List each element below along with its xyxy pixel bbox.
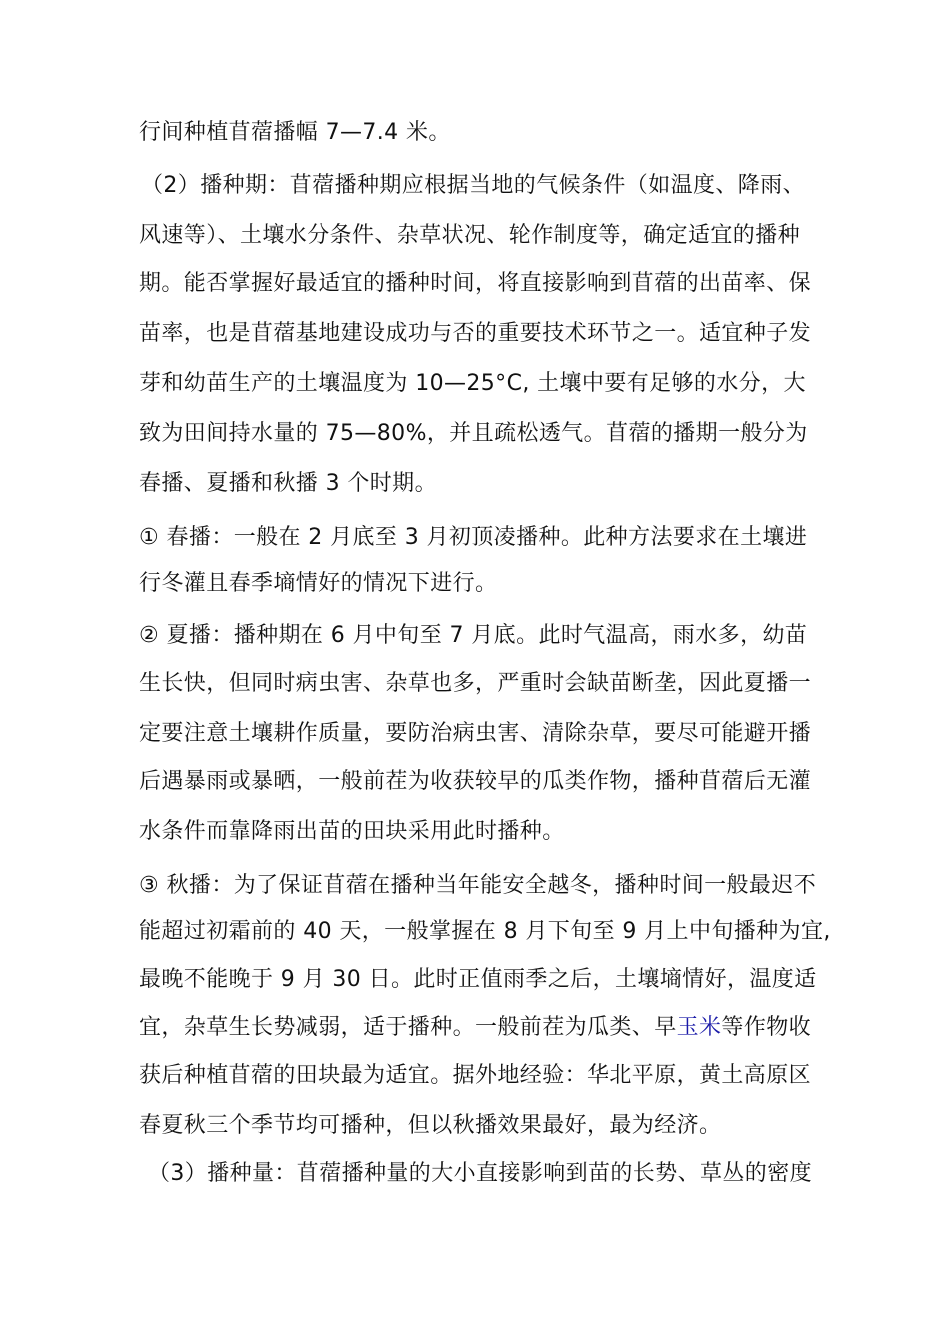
text-line: 行冬灌且春季墒情好的情况下进行。 bbox=[139, 571, 498, 596]
text-line: 致为田间持水量的 75—80%，并且疏松透气。苜蓿的播期一般分为 bbox=[139, 421, 808, 446]
text-line: 最晚不能晚于 9 月 30 日。此时正值雨季之后，土壤墒情好，温度适 bbox=[139, 967, 817, 992]
text-line: 水条件而靠降雨出苗的田块采用此时播种。 bbox=[139, 819, 565, 844]
corn-link[interactable]: 玉米 bbox=[676, 1015, 722, 1040]
text-line: 行间种植苜蓿播幅 7—7.4 米。 bbox=[139, 120, 451, 145]
text-line: 后遇暴雨或暴晒，一般前茬为收获较早的瓜类作物，播种苜蓿后无灌 bbox=[139, 769, 812, 794]
text-line: 能超过初霜前的 40 天，一般掌握在 8 月下旬至 9 月上中旬播种为宜, bbox=[139, 919, 831, 944]
text-line: 芽和幼苗生产的土壤温度为 10—25°C, 土壤中要有足够的水分，大 bbox=[139, 371, 806, 396]
text-line: 生长快，但同时病虫害、杂草也多，严重时会缺苗断垄，因此夏播一 bbox=[139, 671, 812, 696]
text-line: （2）播种期：苜蓿播种期应根据当地的气候条件（如温度、降雨、 bbox=[141, 173, 805, 198]
text-line: 春播、夏播和秋播 3 个时期。 bbox=[139, 471, 437, 496]
text-line: 获后种植苜蓿的田块最为适宜。据外地经验：华北平原，黄土高原区 bbox=[139, 1063, 812, 1088]
text-line: 定要注意土壤耕作质量，要防治病虫害、清除杂草，要尽可能避开播 bbox=[139, 721, 812, 746]
text-line: 期。能否掌握好最适宜的播种时间，将直接影响到苜蓿的出苗率、保 bbox=[139, 271, 812, 296]
text-segment: 等作物收 bbox=[721, 1015, 812, 1040]
text-line: ③ 秋播：为了保证苜蓿在播种当年能安全越冬，播种时间一般最迟不 bbox=[139, 873, 817, 898]
text-line: 苗率，也是苜蓿基地建设成功与否的重要技术环节之一。适宜种子发 bbox=[139, 321, 812, 346]
text-line: 风速等）、土壤水分条件、杂草状况、轮作制度等，确定适宜的播种 bbox=[139, 223, 801, 248]
text-line: ② 夏播：播种期在 6 月中旬至 7 月底。此时气温高，雨水多，幼苗 bbox=[139, 623, 808, 648]
text-line: 春夏秋三个季节均可播种，但以秋播效果最好，最为经济。 bbox=[139, 1113, 722, 1138]
text-line: ① 春播：一般在 2 月底至 3 月初顶凌播种。此种方法要求在土壤进 bbox=[139, 525, 808, 550]
text-line bbox=[139, 1013, 811, 1043]
text-segment: 宜，杂草生长势减弱，适于播种。一般前茬为瓜类、早 bbox=[139, 1015, 677, 1040]
text-line: （3）播种量：苜蓿播种量的大小直接影响到苗的长势、草丛的密度 bbox=[148, 1161, 812, 1186]
